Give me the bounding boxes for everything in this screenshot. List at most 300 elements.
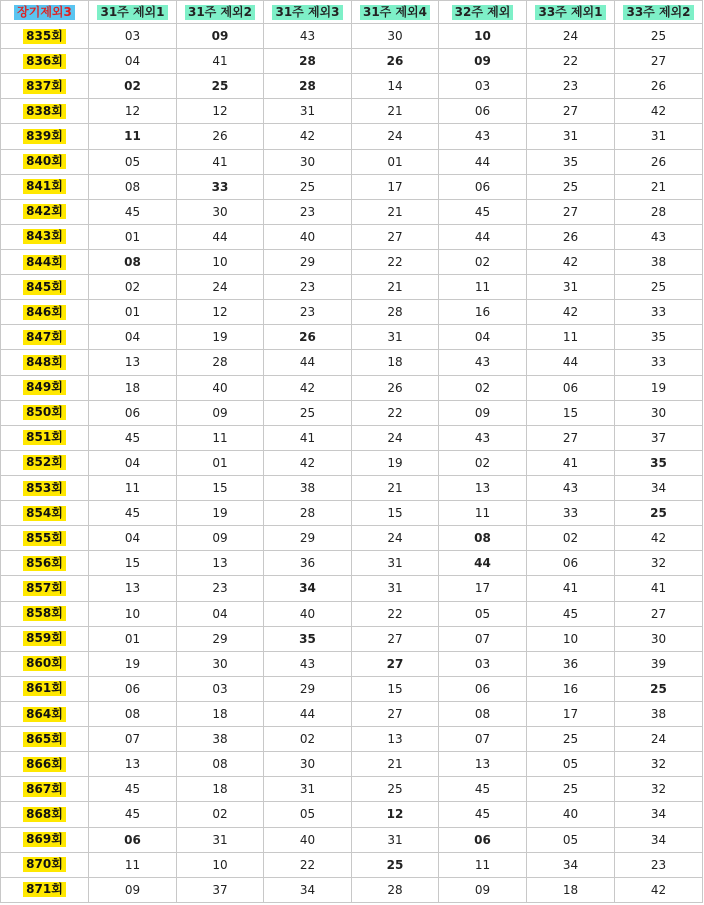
round-cell <box>1 752 89 777</box>
round-cell <box>1 375 89 400</box>
number-cell: 13 <box>89 752 177 777</box>
table-row <box>1 551 703 576</box>
number-cell: 06 <box>439 676 527 701</box>
number-cell: 26 <box>352 49 439 74</box>
number-cell: 05 <box>439 601 527 626</box>
number-cell: 15 <box>352 501 439 526</box>
number-cell: 29 <box>264 526 352 551</box>
round-cell <box>1 174 89 199</box>
table-row <box>1 727 703 752</box>
number-cell: 45 <box>89 501 177 526</box>
round-label: 845회 <box>23 280 66 295</box>
number-cell: 08 <box>439 526 527 551</box>
number-cell: 11 <box>439 501 527 526</box>
number-cell: 13 <box>177 551 264 576</box>
number-cell: 40 <box>264 827 352 852</box>
number-cell: 31 <box>527 275 615 300</box>
round-label: 867회 <box>23 782 66 797</box>
number-cell: 12 <box>177 300 264 325</box>
number-cell: 15 <box>89 551 177 576</box>
number-cell: 24 <box>352 425 439 450</box>
table-row <box>1 701 703 726</box>
number-cell: 18 <box>177 777 264 802</box>
round-label: 866회 <box>23 757 66 772</box>
number-cell: 30 <box>615 626 703 651</box>
number-cell: 45 <box>89 802 177 827</box>
number-cell: 35 <box>264 626 352 651</box>
number-cell: 25 <box>615 24 703 49</box>
number-cell: 06 <box>89 400 177 425</box>
number-cell: 27 <box>527 199 615 224</box>
round-label: 846회 <box>23 305 66 320</box>
round-cell <box>1 325 89 350</box>
number-cell: 42 <box>615 877 703 902</box>
round-cell <box>1 99 89 124</box>
round-label: 860회 <box>23 656 66 671</box>
header-cell-w33-ex2 <box>615 1 703 24</box>
number-cell: 15 <box>352 676 439 701</box>
number-cell: 43 <box>264 651 352 676</box>
round-cell <box>1 777 89 802</box>
number-cell: 23 <box>264 300 352 325</box>
number-cell: 27 <box>352 626 439 651</box>
number-cell: 41 <box>264 425 352 450</box>
table-row <box>1 777 703 802</box>
number-cell: 21 <box>352 275 439 300</box>
number-cell: 43 <box>439 350 527 375</box>
number-cell: 31 <box>264 777 352 802</box>
number-cell: 25 <box>615 501 703 526</box>
number-cell: 42 <box>615 99 703 124</box>
number-cell: 06 <box>89 676 177 701</box>
number-cell: 42 <box>264 124 352 149</box>
round-label: 869회 <box>23 832 66 847</box>
number-cell: 22 <box>264 852 352 877</box>
number-cell: 31 <box>264 99 352 124</box>
number-cell: 31 <box>352 551 439 576</box>
number-cell: 19 <box>89 651 177 676</box>
round-cell <box>1 526 89 551</box>
number-cell: 26 <box>352 375 439 400</box>
round-cell <box>1 49 89 74</box>
number-cell: 03 <box>89 24 177 49</box>
header-row <box>1 1 703 24</box>
number-cell: 08 <box>89 174 177 199</box>
round-label: 836회 <box>23 54 66 69</box>
round-label: 849회 <box>23 380 66 395</box>
table-row <box>1 827 703 852</box>
round-label: 865회 <box>23 732 66 747</box>
number-cell: 31 <box>352 827 439 852</box>
number-cell: 34 <box>615 475 703 500</box>
number-cell: 03 <box>439 651 527 676</box>
number-cell: 05 <box>527 752 615 777</box>
table-row <box>1 576 703 601</box>
number-cell: 04 <box>89 325 177 350</box>
number-cell: 04 <box>89 450 177 475</box>
number-cell: 38 <box>615 701 703 726</box>
header-label: 32주 제외 <box>452 5 514 20</box>
round-label: 844회 <box>23 255 66 270</box>
number-cell: 27 <box>352 701 439 726</box>
number-cell: 34 <box>264 576 352 601</box>
table-row <box>1 124 703 149</box>
number-cell: 02 <box>527 526 615 551</box>
table-row <box>1 752 703 777</box>
number-cell: 25 <box>615 275 703 300</box>
round-label: 838회 <box>23 104 66 119</box>
round-label: 868회 <box>23 807 66 822</box>
number-cell: 06 <box>439 99 527 124</box>
number-cell: 01 <box>352 149 439 174</box>
table-row <box>1 501 703 526</box>
number-cell: 40 <box>264 601 352 626</box>
number-cell: 30 <box>177 651 264 676</box>
number-cell: 33 <box>615 300 703 325</box>
round-label: 853회 <box>23 481 66 496</box>
table-row <box>1 475 703 500</box>
number-cell: 02 <box>89 275 177 300</box>
number-cell: 23 <box>615 852 703 877</box>
number-cell: 11 <box>177 425 264 450</box>
number-cell: 25 <box>615 676 703 701</box>
number-cell: 26 <box>615 149 703 174</box>
number-cell: 29 <box>264 676 352 701</box>
round-cell <box>1 727 89 752</box>
number-cell: 32 <box>615 551 703 576</box>
number-cell: 26 <box>615 74 703 99</box>
round-label: 841회 <box>23 179 66 194</box>
number-cell: 26 <box>527 224 615 249</box>
number-cell: 09 <box>439 400 527 425</box>
number-cell: 23 <box>177 576 264 601</box>
number-cell: 06 <box>439 174 527 199</box>
number-cell: 04 <box>177 601 264 626</box>
number-cell: 14 <box>352 74 439 99</box>
number-cell: 45 <box>439 802 527 827</box>
number-cell: 21 <box>615 174 703 199</box>
round-label: 857회 <box>23 581 66 596</box>
number-cell: 28 <box>177 350 264 375</box>
table-row <box>1 601 703 626</box>
number-cell: 25 <box>527 777 615 802</box>
number-cell: 30 <box>177 199 264 224</box>
number-cell: 17 <box>439 576 527 601</box>
number-cell: 44 <box>439 149 527 174</box>
number-cell: 02 <box>264 727 352 752</box>
number-cell: 06 <box>527 551 615 576</box>
number-cell: 44 <box>439 551 527 576</box>
number-cell: 11 <box>527 325 615 350</box>
number-cell: 09 <box>439 49 527 74</box>
number-cell: 13 <box>439 752 527 777</box>
header-cell-w31-ex2 <box>177 1 264 24</box>
number-cell: 22 <box>352 249 439 274</box>
number-cell: 34 <box>264 877 352 902</box>
round-label: 861회 <box>23 681 66 696</box>
round-label: 850회 <box>23 405 66 420</box>
number-cell: 43 <box>527 475 615 500</box>
number-cell: 28 <box>264 74 352 99</box>
number-cell: 08 <box>439 701 527 726</box>
round-label: 871회 <box>23 882 66 897</box>
round-cell <box>1 425 89 450</box>
number-cell: 35 <box>527 149 615 174</box>
round-label: 837회 <box>23 79 66 94</box>
table-row <box>1 174 703 199</box>
number-cell: 18 <box>89 375 177 400</box>
table-row <box>1 224 703 249</box>
number-cell: 40 <box>264 224 352 249</box>
number-cell: 19 <box>177 325 264 350</box>
round-cell <box>1 350 89 375</box>
number-cell: 34 <box>615 802 703 827</box>
round-cell <box>1 626 89 651</box>
header-label: 31주 제외2 <box>185 5 255 20</box>
number-cell: 29 <box>177 626 264 651</box>
table-row <box>1 651 703 676</box>
number-cell: 22 <box>352 400 439 425</box>
round-cell <box>1 501 89 526</box>
number-cell: 41 <box>527 576 615 601</box>
header-cell-long-term-exclusion-3 <box>1 1 89 24</box>
number-cell: 13 <box>89 576 177 601</box>
round-label: 858회 <box>23 606 66 621</box>
round-cell <box>1 149 89 174</box>
header-cell-w33-ex1 <box>527 1 615 24</box>
table-row <box>1 199 703 224</box>
number-cell: 07 <box>439 626 527 651</box>
number-cell: 37 <box>615 425 703 450</box>
number-cell: 12 <box>89 99 177 124</box>
table-row <box>1 74 703 99</box>
number-cell: 01 <box>89 224 177 249</box>
number-cell: 01 <box>177 450 264 475</box>
number-cell: 26 <box>264 325 352 350</box>
number-cell: 43 <box>439 124 527 149</box>
number-cell: 12 <box>177 99 264 124</box>
number-cell: 05 <box>89 149 177 174</box>
number-cell: 44 <box>527 350 615 375</box>
number-cell: 30 <box>615 400 703 425</box>
number-cell: 05 <box>264 802 352 827</box>
number-cell: 09 <box>177 526 264 551</box>
table-row <box>1 325 703 350</box>
number-cell: 02 <box>439 375 527 400</box>
number-cell: 19 <box>352 450 439 475</box>
number-cell: 25 <box>352 777 439 802</box>
number-cell: 42 <box>615 526 703 551</box>
round-cell <box>1 74 89 99</box>
number-cell: 12 <box>352 802 439 827</box>
number-cell: 24 <box>352 526 439 551</box>
number-cell: 27 <box>615 601 703 626</box>
round-cell <box>1 475 89 500</box>
number-cell: 19 <box>615 375 703 400</box>
round-label: 851회 <box>23 430 66 445</box>
number-cell: 23 <box>264 199 352 224</box>
number-cell: 36 <box>264 551 352 576</box>
number-cell: 38 <box>615 249 703 274</box>
round-cell <box>1 199 89 224</box>
number-cell: 44 <box>439 224 527 249</box>
table-row <box>1 249 703 274</box>
number-cell: 42 <box>264 375 352 400</box>
table-row <box>1 350 703 375</box>
round-label: 835회 <box>23 29 66 44</box>
number-cell: 43 <box>615 224 703 249</box>
number-cell: 31 <box>352 325 439 350</box>
number-cell: 03 <box>439 74 527 99</box>
round-cell <box>1 877 89 902</box>
round-label: 870회 <box>23 857 66 872</box>
number-cell: 28 <box>615 199 703 224</box>
table-row <box>1 24 703 49</box>
number-cell: 16 <box>527 676 615 701</box>
number-cell: 23 <box>264 275 352 300</box>
round-label: 856회 <box>23 556 66 571</box>
number-cell: 28 <box>352 877 439 902</box>
table-row <box>1 877 703 902</box>
table-row <box>1 275 703 300</box>
number-cell: 25 <box>527 174 615 199</box>
number-cell: 30 <box>264 149 352 174</box>
number-cell: 38 <box>264 475 352 500</box>
number-cell: 10 <box>177 249 264 274</box>
number-cell: 27 <box>352 224 439 249</box>
number-cell: 26 <box>177 124 264 149</box>
number-cell: 05 <box>527 827 615 852</box>
round-label: 840회 <box>23 154 66 169</box>
number-cell: 25 <box>264 174 352 199</box>
round-cell <box>1 450 89 475</box>
number-cell: 37 <box>177 877 264 902</box>
number-cell: 45 <box>89 777 177 802</box>
number-cell: 13 <box>352 727 439 752</box>
number-cell: 10 <box>89 601 177 626</box>
round-cell <box>1 400 89 425</box>
number-cell: 06 <box>89 827 177 852</box>
round-cell <box>1 701 89 726</box>
number-cell: 22 <box>352 601 439 626</box>
round-cell <box>1 300 89 325</box>
number-cell: 28 <box>264 49 352 74</box>
number-cell: 11 <box>439 852 527 877</box>
table-row <box>1 375 703 400</box>
round-label: 852회 <box>23 455 66 470</box>
number-cell: 10 <box>177 852 264 877</box>
number-cell: 09 <box>439 877 527 902</box>
table-row <box>1 450 703 475</box>
header-label: 장기제외3 <box>14 5 75 20</box>
number-cell: 10 <box>527 626 615 651</box>
table-row <box>1 852 703 877</box>
number-cell: 18 <box>177 701 264 726</box>
table-body <box>1 24 703 903</box>
number-cell: 31 <box>615 124 703 149</box>
number-cell: 45 <box>89 199 177 224</box>
number-cell: 38 <box>177 727 264 752</box>
number-cell: 35 <box>615 450 703 475</box>
number-cell: 36 <box>527 651 615 676</box>
number-cell: 08 <box>89 701 177 726</box>
number-cell: 21 <box>352 752 439 777</box>
table-row <box>1 626 703 651</box>
round-label: 848회 <box>23 355 66 370</box>
number-cell: 19 <box>177 501 264 526</box>
number-cell: 02 <box>177 802 264 827</box>
header-cell-w31-ex4 <box>352 1 439 24</box>
number-cell: 34 <box>527 852 615 877</box>
number-cell: 09 <box>177 24 264 49</box>
header-cell-w31-ex3 <box>264 1 352 24</box>
table-row <box>1 526 703 551</box>
number-cell: 01 <box>89 300 177 325</box>
number-cell: 03 <box>177 676 264 701</box>
number-cell: 28 <box>264 501 352 526</box>
number-cell: 40 <box>177 375 264 400</box>
header-label: 31주 제외4 <box>360 5 430 20</box>
round-cell <box>1 224 89 249</box>
number-cell: 41 <box>527 450 615 475</box>
round-cell <box>1 24 89 49</box>
number-cell: 11 <box>89 852 177 877</box>
number-cell: 41 <box>615 576 703 601</box>
number-cell: 24 <box>177 275 264 300</box>
round-label: 842회 <box>23 204 66 219</box>
number-cell: 17 <box>352 174 439 199</box>
number-cell: 27 <box>352 651 439 676</box>
number-cell: 45 <box>527 601 615 626</box>
number-cell: 04 <box>89 49 177 74</box>
number-cell: 22 <box>527 49 615 74</box>
number-cell: 23 <box>527 74 615 99</box>
number-cell: 27 <box>527 425 615 450</box>
number-cell: 17 <box>527 701 615 726</box>
round-cell <box>1 802 89 827</box>
round-label: 839회 <box>23 129 66 144</box>
round-cell <box>1 601 89 626</box>
table-row <box>1 99 703 124</box>
number-cell: 11 <box>89 475 177 500</box>
number-cell: 31 <box>177 827 264 852</box>
number-cell: 29 <box>264 249 352 274</box>
number-cell: 32 <box>615 777 703 802</box>
round-label: 843회 <box>23 229 66 244</box>
table-row <box>1 149 703 174</box>
number-cell: 28 <box>352 300 439 325</box>
number-cell: 24 <box>615 727 703 752</box>
number-cell: 45 <box>439 777 527 802</box>
number-cell: 18 <box>352 350 439 375</box>
table-row <box>1 300 703 325</box>
header-label: 31주 제외1 <box>97 5 167 20</box>
number-cell: 31 <box>527 124 615 149</box>
table-row <box>1 400 703 425</box>
number-cell: 07 <box>89 727 177 752</box>
number-cell: 21 <box>352 475 439 500</box>
number-cell: 44 <box>177 224 264 249</box>
number-cell: 09 <box>89 877 177 902</box>
header-cell-w32-ex <box>439 1 527 24</box>
number-cell: 25 <box>352 852 439 877</box>
number-cell: 18 <box>527 877 615 902</box>
number-cell: 08 <box>177 752 264 777</box>
header-label: 33주 제외2 <box>623 5 693 20</box>
number-cell: 25 <box>177 74 264 99</box>
number-cell: 27 <box>615 49 703 74</box>
number-cell: 30 <box>352 24 439 49</box>
